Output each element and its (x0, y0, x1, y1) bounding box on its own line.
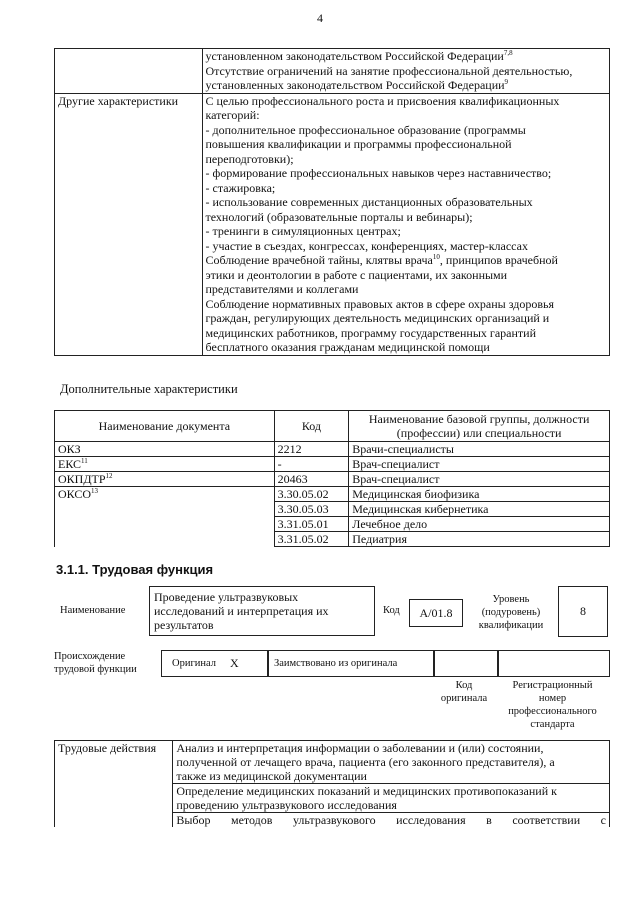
registration-number-label: Регистрационный номер профессионального стандарта (508, 680, 597, 730)
text-line: - участие в съездах, конгрессах, конференциях, мастер-классах (205, 238, 528, 253)
text-line: Соблюдение нормативных правовых актов в сфере охраны здоровья (205, 296, 555, 311)
text-line: установленном законодательством Российской Федерации$^{7,8}$ (205, 49, 513, 63)
table-cell (202, 49, 610, 94)
function-code-box: А/01.8 (409, 599, 463, 627)
text-line: Отсутствие ограничений на занятие профессиональной деятельностью, (205, 63, 573, 78)
text-line: Соблюдение врачебной тайны, клятвы врача$^{10}$, принципов врачебной (205, 253, 558, 267)
original-mark: X (230, 656, 239, 670)
name-cell: Врач-специалист (349, 457, 610, 472)
doc-cell: ЕКС$^{11}$ (55, 457, 275, 472)
text-line: С целью профессионального роста и присвоения квалификационных (205, 93, 560, 108)
text-line: Выбор методов ультразвукового исследования в соответствии с (176, 813, 606, 827)
name-cell: Врач-специалист (349, 472, 610, 487)
name-cell: Медицинская биофизика (349, 487, 610, 502)
name-label: Наименование (60, 605, 126, 616)
doc-cell: ОКЗ (55, 442, 275, 457)
text-line: также из медицинской документации (176, 769, 367, 783)
code-cell: 3.31.05.01 (274, 517, 349, 532)
table-row (55, 457, 610, 472)
level-box: 8 (558, 586, 608, 637)
origin-label: Происхождение трудовой функции (54, 651, 137, 675)
name-cell: Педиатрия (349, 532, 610, 547)
text-line: - тренинги в симуляционных центрах; (205, 224, 401, 238)
text-line: граждан, регулирующих деятельность медицинских организаций и (205, 311, 550, 325)
table-row (55, 472, 610, 487)
table-row (55, 93, 610, 355)
original-code-label: Код оригинала (440, 680, 488, 704)
text-line: переподготовки); (205, 151, 294, 166)
text-line: технологий (образовательные порталы и вебинары); (205, 209, 473, 224)
text-line: медицинских работников, программу государственных гарантий (205, 325, 536, 340)
text-line: Анализ и интерпретация информации о заболевании и (или) состоянии, (176, 741, 544, 755)
text-line: повышения квалификации и программы профессиональной (205, 137, 512, 151)
name-cell: Врачи-специалисты (349, 442, 610, 457)
name-cell: Лечебное дело (349, 517, 610, 532)
table-cell (202, 93, 610, 355)
text-line: категорий: (205, 108, 260, 122)
function-name-box (149, 586, 375, 636)
doc-cell: ОКПДТР$^{12}$ (55, 472, 275, 487)
code-label: Код (383, 605, 400, 616)
function-name-line: Проведение ультразвуковых (154, 590, 299, 604)
text-line: - формирование профессиональных навыков через наставничество; (205, 166, 552, 180)
action-cell (173, 813, 610, 828)
original-cell: Оригинал X (161, 650, 268, 677)
text-line: - стажировка; (205, 180, 276, 195)
text-line: представителями и коллегами (205, 282, 359, 296)
code-cell: 3.31.05.02 (274, 532, 349, 547)
header-group: Наименование базовой группы, должности (профессии) или специальности (349, 411, 610, 442)
header-document: Наименование документа (55, 411, 275, 442)
text-line: - дополнительное профессиональное образование (программы (205, 122, 526, 137)
action-cell (173, 784, 610, 813)
registration-number-cell (498, 650, 610, 677)
labor-function-title: 3.1.1. Трудовая функция (56, 562, 214, 577)
table-header-row (55, 411, 610, 442)
table-row (55, 442, 610, 457)
text-line: полученной от лечащего врача, пациента (его законного представителя), а (176, 755, 555, 769)
action-cell (173, 741, 610, 784)
text-line: этики и деонтологии в работе с пациентами, их законными (205, 267, 508, 282)
classification-table (54, 410, 610, 547)
table-cell-empty (55, 49, 203, 94)
name-cell: Медицинская кибернетика (349, 502, 610, 517)
level-label: Уровень (подуровень) квалификации (478, 594, 544, 631)
page-number: 4 (317, 11, 323, 25)
row-label: Другие характеристики (55, 93, 203, 355)
extra-characteristics-title: Дополнительные характеристики (60, 382, 238, 396)
text-line: проведению ультразвукового исследования (176, 798, 397, 812)
table-row (55, 741, 610, 784)
labor-actions-table (54, 740, 610, 827)
header-code: Код (274, 411, 349, 442)
code-cell: - (274, 457, 349, 472)
original-code-cell (434, 650, 498, 677)
table-row (55, 487, 610, 502)
row-label: Трудовые действия (55, 741, 173, 828)
text-line: бесплатного оказания гражданам медицинской помощи (205, 340, 490, 354)
code-cell: 20463 (274, 472, 349, 487)
text-line: установленных законодательством Российской Федерации$^9$ (205, 78, 509, 92)
table-row (55, 49, 610, 94)
code-cell: 3.30.05.03 (274, 502, 349, 517)
function-name-line: результатов (154, 618, 214, 632)
requirements-table (54, 48, 610, 356)
function-name-line: исследований и интерпретация их (154, 604, 329, 618)
borrowed-cell: Заимствовано из оригинала (268, 650, 434, 677)
text-line: Определение медицинских показаний и медицинских противопоказаний к (176, 784, 557, 798)
code-cell: 3.30.05.02 (274, 487, 349, 502)
text-line: - использование современных дистанционных образовательных (205, 195, 533, 209)
doc-cell: ОКСО$^{13}$ (55, 487, 275, 547)
code-cell: 2212 (274, 442, 349, 457)
